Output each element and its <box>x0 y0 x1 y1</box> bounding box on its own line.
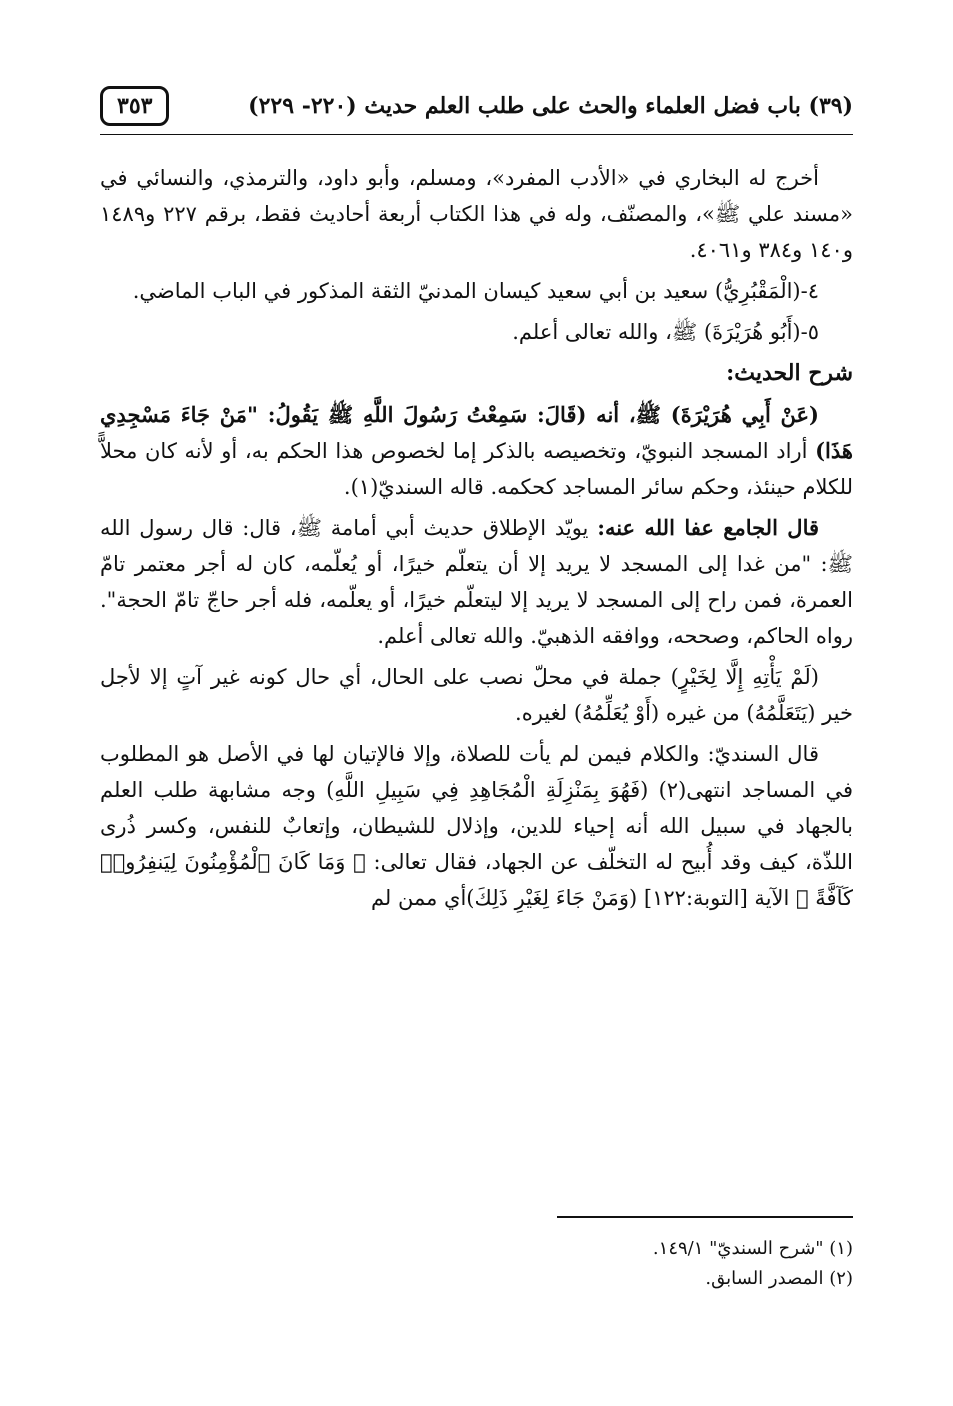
running-header <box>100 86 853 126</box>
footnote-2: (٢) المصدر السابق. <box>705 1268 853 1289</box>
main-text <box>100 160 853 921</box>
compiler-note-text: يويّد الإطلاق حديث أبي أمامة ﷺ، قال: قال رسول الله ﷺ: "من غدا إلى المسجد لا يريد إلا أن يتعلّم خيرًا، أو يُعلّمه، كان له أجر معتمر تامّ العمرة، فمن راح إلى المسجد لا يريد إلا ليتعلّم خيرًا، أو يعلّمه، فله أجر حاجّ تامّ الحجة". رواه الحاكم، وصححه، ووافقه الذهبيّ. والله تعالى أعلم. <box>100 516 853 648</box>
hadith-text: (عَنْ أَبِي هُرَيْرَةَ) ﷺ، أنه (قَالَ: سَمِعْتُ رَسُولَ اللَّهِ ﷺ يَقُولُ: "مَنْ جَاءَ مَسْجِدِي هَذَا) <box>100 402 853 463</box>
narrator-paragraph: أخرج له البخاري في «الأدب المفرد»، ومسلم، وأبو داود، والترمذي، والنسائي في «مسند علي ﷺ»، والمصنّف، وله في هذا الكتاب أربعة أحاديث فقط، برقم ٢٢٧ و١٤٨٩ و١٤٠ و٣٨٤ و٤٠٦١. <box>100 166 853 262</box>
hadith-commentary: أراد المسجد النبويّ، وتخصيصه بالذكر إما لخصوص هذا الحكم به، أو لأنه كان محلاًّ للكلام حينئذ، وحكم سائر المساجد كحكمه. قاله السنديّ(١). <box>100 439 853 499</box>
sindi-paragraph: قال السنديّ: والكلام فيمن لم يأت للصلاة، وإلا فالإتيان لها في الأصل هو المطلوب في المساجد انتهى(٢) (فَهُوَ بِمَنْزِلَةِ الْمُجَاهِدِ فِي سَبِيلِ اللَّهِ) وجه مشابهة طلب العلم بالجهاد في سبيل الله أنه إحياء للدين، وإذلال للشيطان، وإتعابٌ للنفس، وكسر ذُرى اللذّة، كيف وقد أُبيح له التخلّف عن الجهاد، فقال تعالى: ﴿ وَمَا كَانَ ٱلْمُؤْمِنُونَ لِيَنفِرُوا۟ كَآفَّةً ﴾ الآية [التوبة:١٢٢] (وَمَنْ جَاءَ لِغَيْرِ ذَلِكَ)أي ممن لم <box>100 742 853 910</box>
page-number: ٣٥٣ <box>100 86 169 126</box>
narrator-abu-hurairah: ٥-(أَبُو هُرَيْرَةَ) ﷺ، والله تعالى أعلم. <box>512 320 819 344</box>
explanation-paragraph: (لَمْ يَأْتِهِ إِلَّا لِخَيْرٍ) جملة في محلّ نصب على الحال، أي حال كونه غير آتٍ إلا لأجل خير (يَتَعَلَّمُهُ) من غيره (أَوْ يُعَلِّمُهُ) لغيره. <box>100 665 853 725</box>
header-divider <box>100 134 853 135</box>
narrator-maqburi: ٤-(الْمَقْبُرِيُّ) سعيد بن أبي سعيد كيسان المدنيّ الثقة المذكور في الباب الماضي. <box>132 279 819 303</box>
footnote-divider <box>557 1216 853 1218</box>
compiler-note-paragraph <box>100 510 853 654</box>
footnote-1: (١) "شرح السنديّ" ١٤٩/١. <box>652 1238 853 1259</box>
section-heading: شرح الحديث: <box>726 360 853 386</box>
footnotes <box>100 1234 853 1294</box>
header-title: (٣٩) باب فضل العلماء والحث على طلب العلم حديث (٢٢٠- ٢٢٩) <box>248 93 853 119</box>
compiler-note-label: قال الجامع عفا الله عنه: <box>597 515 820 540</box>
hadith-paragraph <box>100 397 853 505</box>
